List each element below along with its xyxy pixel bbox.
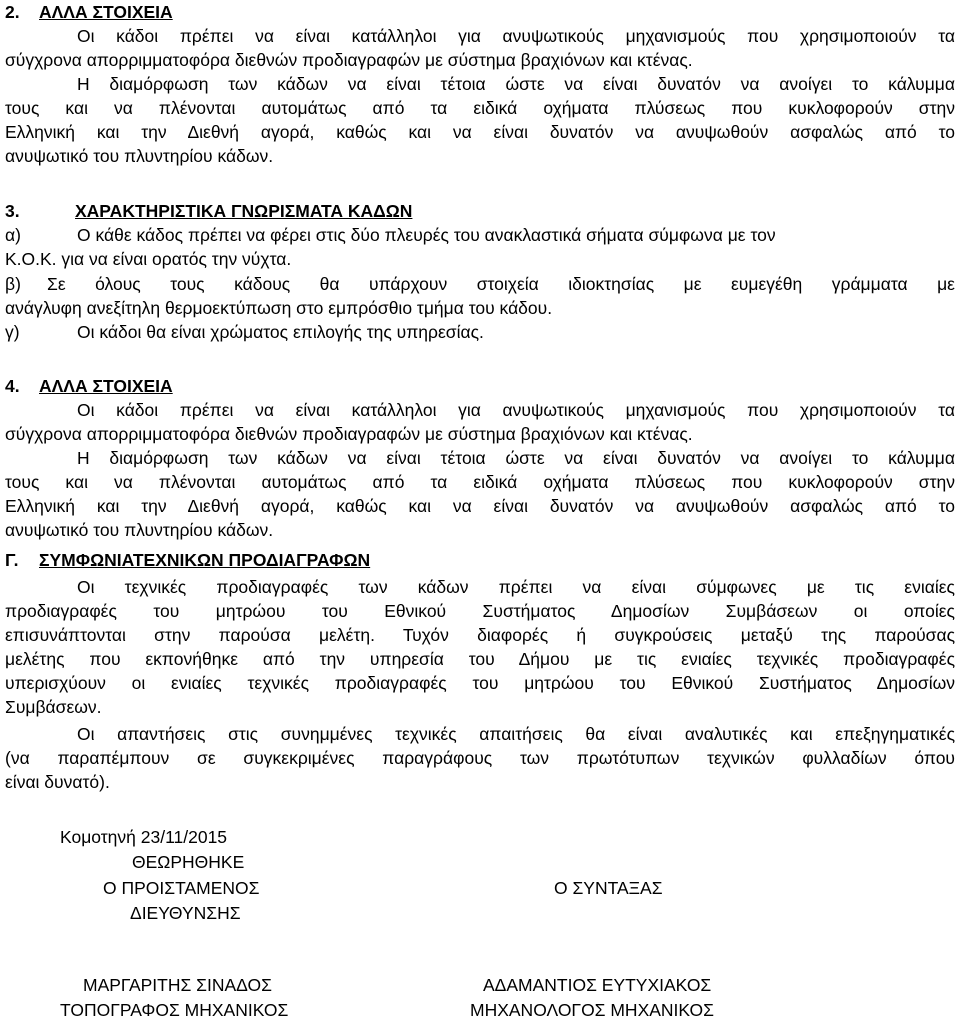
section-3-title: ΧΑΡΑΚΤΗΡΙΣΤΙΚΑ ΓΝΩΡΙΣΜΑΤΑ ΚΑΔΩΝ bbox=[75, 201, 413, 221]
section-g-title: ΣΥΜΦΩΝΙΑΤΕΧΝΙΚΩΝ ΠΡΟΔΙΑΓΡΑΦΩΝ bbox=[39, 550, 371, 570]
section-4-heading bbox=[5, 374, 955, 398]
list-item-text: Οι κάδοι θα είναι χρώματος επιλογής της υπηρεσίας. bbox=[77, 322, 484, 342]
list-item-b bbox=[5, 272, 955, 296]
list-item-c bbox=[5, 320, 955, 344]
paragraph-line: ανυψωτικό του πλυντηρίου κάδων. bbox=[5, 520, 274, 540]
section-3-heading bbox=[5, 199, 955, 223]
section-g-number: Γ. bbox=[5, 550, 19, 570]
section-2-number: 2. bbox=[5, 2, 20, 22]
head-role: ΤΟΠΟΓΡΑΦΟΣ ΜΗΧΑΝΙΚΟΣ bbox=[60, 1000, 289, 1020]
paragraph-line: σύγχρονα απορριμματοφόρα διεθνών προδιαγραφών με σύστημα βραχιόνων και κτένας. bbox=[5, 424, 693, 444]
paragraph-line: υπερισχύουν οι ενιαίες τεχνικές προδιαγραφές του μητρώου του Εθνικού Συστήματος Δημοσίων bbox=[5, 673, 955, 693]
paragraph-line: σύγχρονα απορριμματοφόρα διεθνών προδιαγραφών με σύστημα βραχιόνων και κτένας. bbox=[5, 50, 693, 70]
author-name: ΑΔΑΜΑΝΤΙΟΣ ΕΥΤΥΧΙΑΚΟΣ bbox=[483, 975, 712, 995]
paragraph-line: Συμβάσεων. bbox=[5, 697, 102, 717]
list-item-a bbox=[5, 223, 955, 247]
paragraph-line: (να παραπέμπουν σε συγκεκριμένες παραγράφους των πρωτότυπων τεχνικών φυλλαδίων όπου bbox=[5, 748, 955, 768]
section-g-heading bbox=[5, 548, 955, 572]
author-role: ΜΗΧΑΝΟΛΟΓΟΣ ΜΗΧΑΝΙΚΟΣ bbox=[470, 1000, 714, 1020]
list-item-label: β) bbox=[5, 274, 21, 294]
paragraph-line: ανάγλυφη ανεξίτηλη θερμοεκτύπωση στο εμπρόσθιο τμήμα του κάδου. bbox=[5, 298, 553, 318]
paragraph-line: ανυψωτικό του πλυντηρίου κάδων. bbox=[5, 146, 274, 166]
head-title: Ο ΠΡΟΙΣΤΑΜΕΝΟΣ bbox=[103, 878, 260, 898]
section-4-title: ΑΛΛΑ ΣΤΟΙΧΕΙΑ bbox=[39, 376, 173, 396]
paragraph-line: μελέτης που εκπονήθηκε από την υπηρεσία του Δήμου με τις ενιαίες τεχνικές προδιαγραφές bbox=[5, 649, 955, 669]
section-4-number: 4. bbox=[5, 376, 20, 396]
head-name: ΜΑΡΓΑΡΙΤΗΣ ΣΙΝΑΔΟΣ bbox=[83, 975, 272, 995]
paragraph-line: Η διαμόρφωση των κάδων να είναι τέτοια ώστε να είναι δυνατόν να ανοίγει το κάλυμμα bbox=[77, 74, 955, 94]
author-title: Ο ΣΥΝΤΑΞΑΣ bbox=[554, 878, 663, 898]
paragraph-line: Ελληνική και την Διεθνή αγορά, καθώς και να είναι δυνατόν να ανυψωθούν ασφαλώς από το bbox=[5, 496, 955, 516]
section-3-number: 3. bbox=[5, 201, 20, 221]
paragraph-line: Οι κάδοι πρέπει να είναι κατάλληλοι για ανυψωτικούς μηχανισμούς που χρησιμοποιούν τα bbox=[77, 400, 955, 420]
paragraph-line: προδιαγραφές του μητρώου του Εθνικού Συστήματος Δημοσίων Συμβάσεων οι οποίες bbox=[5, 601, 955, 621]
list-item-label: γ) bbox=[5, 322, 20, 342]
list-item-label: α) bbox=[5, 225, 21, 245]
head-department: ΔΙΕΥΘΥΝΣΗΣ bbox=[130, 903, 241, 923]
paragraph-line: τους και να πλένονται αυτομάτως από τα ειδικά οχήματα πλύσεως που κυκλοφορούν στην bbox=[5, 472, 955, 492]
paragraph-line: Οι κάδοι πρέπει να είναι κατάλληλοι για ανυψωτικούς μηχανισμούς που χρησιμοποιούν τα bbox=[77, 26, 955, 46]
paragraph-line: τους και να πλένονται αυτομάτως από τα ειδικά οχήματα πλύσεως που κυκλοφορούν στην bbox=[5, 98, 955, 118]
section-2-title: ΑΛΛΑ ΣΤΟΙΧΕΙΑ bbox=[39, 2, 173, 22]
paragraph-line: Οι απαντήσεις στις συνημμένες τεχνικές απαιτήσεις θα είναι αναλυτικές και επεξηγηματικές bbox=[77, 724, 955, 744]
section-2-heading bbox=[5, 0, 955, 24]
paragraph-line: επισυνάπτονται στην παρούσα μελέτη. Τυχόν διαφορές ή συγκρούσεις μεταξύ της παρούσας bbox=[5, 625, 955, 645]
seen-label: ΘΕΩΡΗΘΗΚΕ bbox=[132, 852, 245, 872]
paragraph-line: Κ.Ο.Κ. για να είναι ορατός την νύχτα. bbox=[5, 249, 292, 269]
place-date: Κομοτηνή 23/11/2015 bbox=[60, 827, 228, 847]
paragraph-line: Οι τεχνικές προδιαγραφές των κάδων πρέπει να είναι σύμφωνες με τις ενιαίες bbox=[77, 577, 955, 597]
paragraph-line: Η διαμόρφωση των κάδων να είναι τέτοια ώστε να είναι δυνατόν να ανοίγει το κάλυμμα bbox=[77, 448, 955, 468]
paragraph-line: Ελληνική και την Διεθνή αγορά, καθώς και να είναι δυνατόν να ανυψωθούν ασφαλώς από το bbox=[5, 122, 955, 142]
list-item-text: Ο κάθε κάδος πρέπει να φέρει στις δύο πλευρές του ανακλαστικά σήματα σύμφωνα με τον bbox=[77, 225, 776, 245]
paragraph-line: είναι δυνατό). bbox=[5, 772, 110, 792]
list-item-text: Σε όλους τους κάδους θα υπάρχουν στοιχεία ιδιοκτησίας με ευμεγέθη γράμματα με bbox=[47, 274, 955, 294]
